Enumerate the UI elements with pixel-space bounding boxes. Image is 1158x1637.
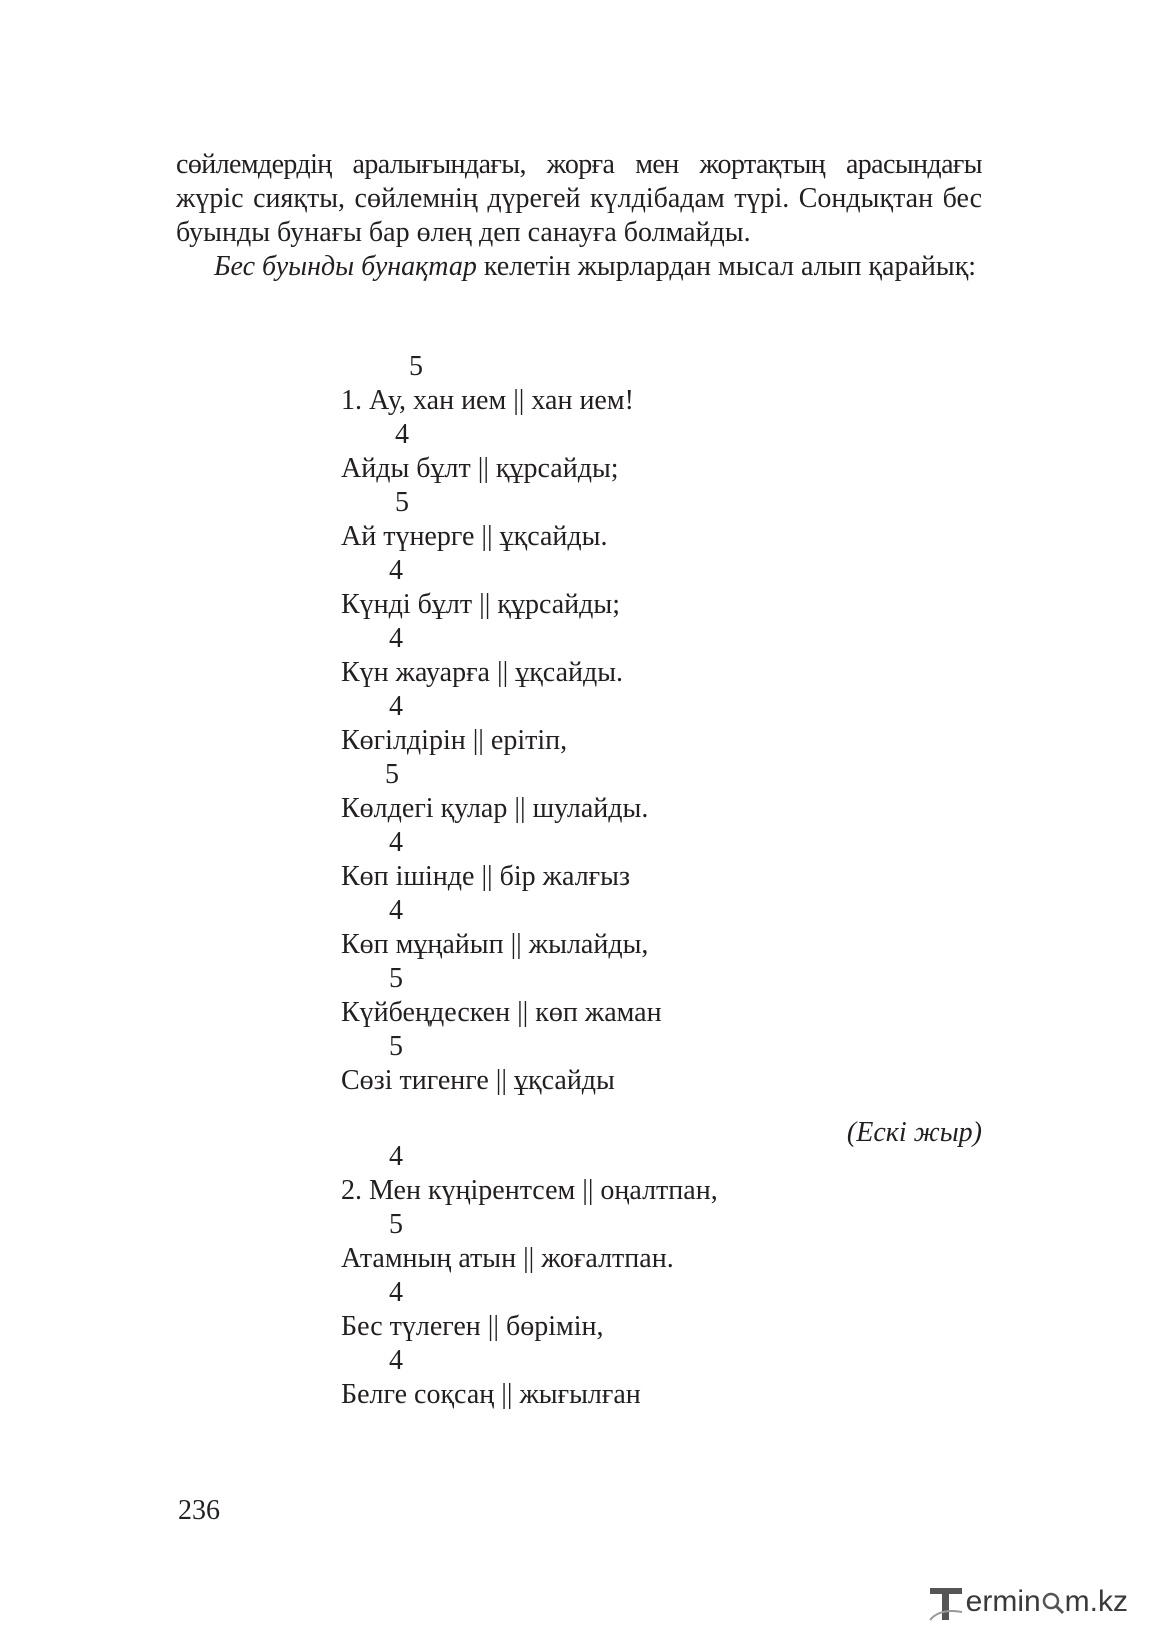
prose-paragraph-2-rest: келетін жырлардан мысал алып қарайық: [476, 251, 977, 282]
poem-line: Атамның атын || жоғалтпан. [341, 1243, 674, 1274]
prose-paragraph-1-rest: жүріс сияқты, сөйлемнің дүрегей күлдібадам түрі. Сондықтан бес буынды бунағы бар өлең деп санауға болмайды. [176, 183, 982, 248]
watermark-t-logo-icon [928, 1582, 966, 1622]
syllable-count: 5 [409, 351, 423, 382]
prose-paragraph-2 [176, 250, 982, 284]
syllable-count: 4 [395, 419, 409, 450]
syllable-count: 4 [389, 555, 403, 586]
page-number: 236 [178, 1495, 220, 1526]
syllable-count: 4 [389, 691, 403, 722]
poem-line: Күйбеңдескен || көп жаман [341, 997, 662, 1028]
poem-line: Көп мұңайып || жылайды, [341, 929, 649, 960]
watermark-text-part1: ermin [965, 1585, 1041, 1618]
poem-line: Сөзі тигенге || ұқсайды [341, 1065, 615, 1096]
syllable-count: 4 [389, 623, 403, 654]
watermark [928, 1582, 1128, 1622]
syllable-count: 5 [395, 487, 409, 518]
poem-line: Бес түлеген || бөрімін, [341, 1311, 604, 1342]
syllable-count: 5 [389, 1209, 403, 1240]
syllable-count: 5 [389, 1031, 403, 1062]
poem-line: Күнді бұлт || құрсайды; [341, 589, 620, 620]
syllable-count: 4 [389, 1141, 403, 1172]
poem-line: Айды бұлт || құрсайды; [341, 453, 619, 484]
poem-1-source: (Ескі жыр) [846, 1117, 982, 1148]
poem-line: Белге соқсаң || жығылған [341, 1379, 641, 1410]
poem-2 [341, 1140, 841, 1412]
poem-1 [341, 350, 841, 1098]
prose-block [176, 148, 982, 284]
poem-line: 2. Мен күңірентсем || оңалтпан, [341, 1175, 718, 1206]
syllable-count: 5 [389, 963, 403, 994]
syllable-count: 4 [389, 827, 403, 858]
poem-line: Көлдегі қулар || шулайды. [341, 793, 649, 824]
prose-line-1: сөйлемдердің аралығындағы, жорға мен жортақтың арасындағы [176, 149, 982, 180]
watermark-text-part2: m.kz [1064, 1585, 1128, 1618]
watermark-magnifier-icon [1041, 1587, 1065, 1617]
syllable-count: 5 [385, 759, 399, 790]
poem-line: Көп ішінде || бір жалғыз [341, 861, 631, 892]
poem-line: Күн жауарға || ұқсайды. [341, 657, 624, 688]
syllable-count: 4 [389, 1345, 403, 1376]
poem-line: Ай түнерге || ұқсайды. [341, 521, 608, 552]
syllable-count: 4 [389, 1277, 403, 1308]
poem-line: Көгілдірін || ерітіп, [341, 725, 568, 756]
syllable-count: 4 [389, 895, 403, 926]
poem-line: 1. Ау, хан ием || хан ием! [341, 385, 634, 416]
italic-term: Бес буынды бунақтар [214, 251, 477, 282]
